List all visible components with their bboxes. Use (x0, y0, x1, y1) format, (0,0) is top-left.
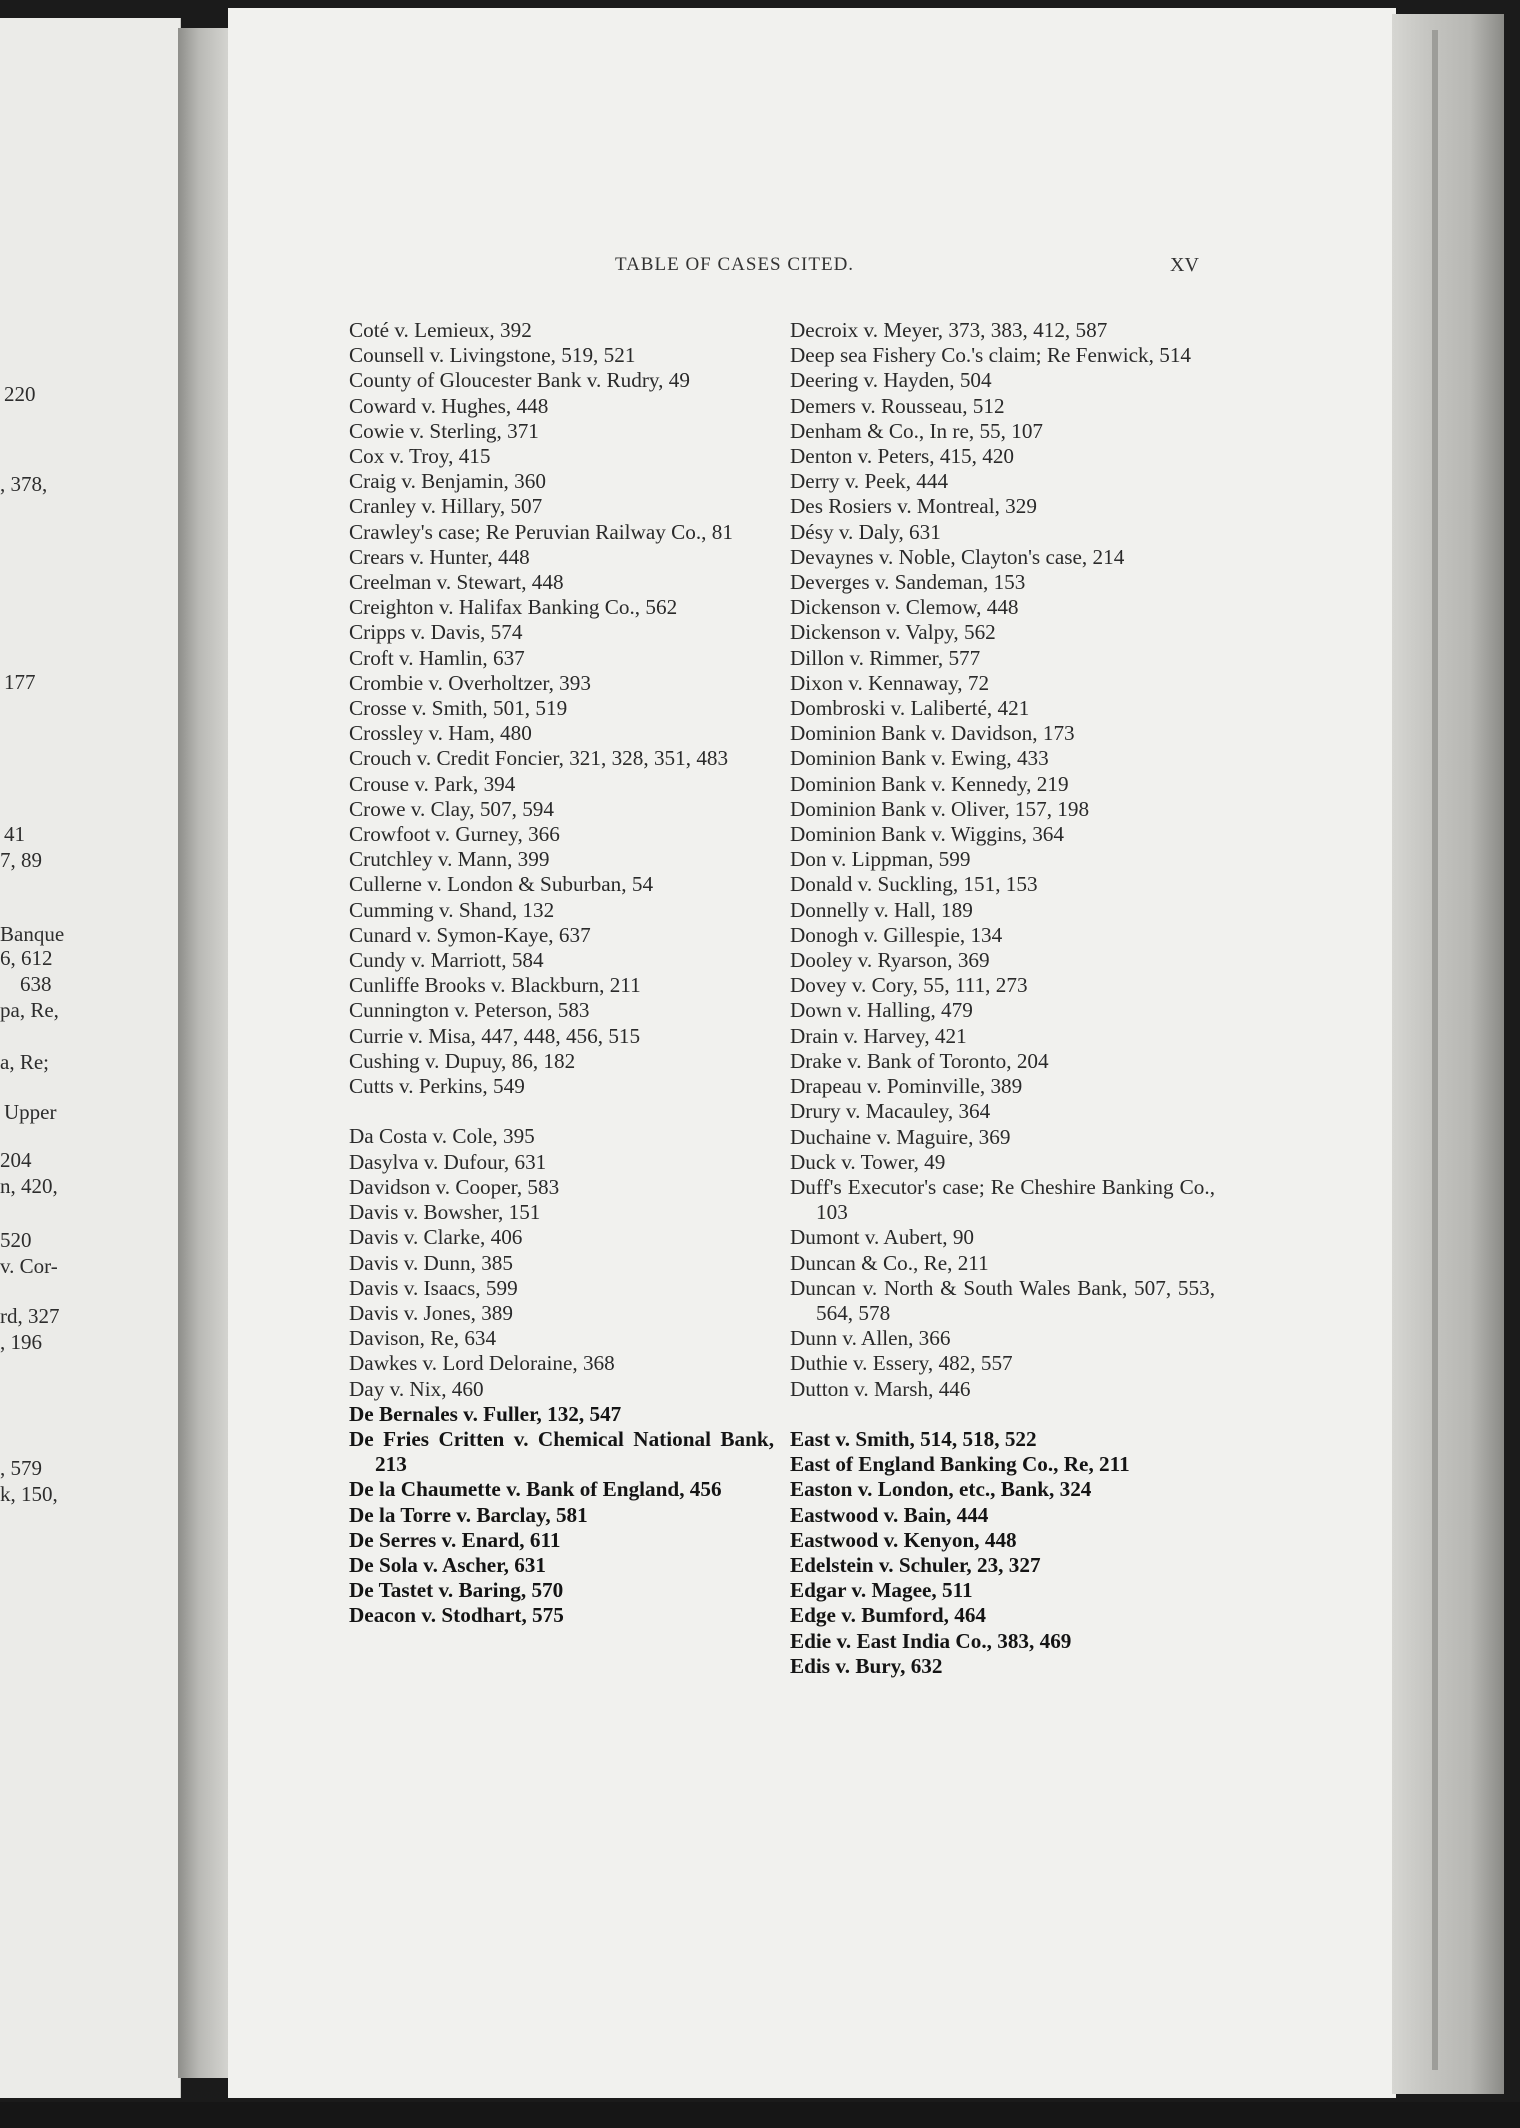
case-entry: Edie v. East India Co., 383, 469 (790, 1628, 1072, 1653)
case-entry: Duchaine v. Maguire, 369 (790, 1124, 1011, 1149)
case-entry: Duff's Executor's case; Re Cheshire Banking Co., 103 (790, 1174, 1215, 1225)
case-entry: De Tastet v. Baring, 570 (349, 1578, 564, 1603)
case-entry: Down v. Halling, 479 (790, 998, 973, 1023)
left-page-fragment: 520 (0, 1228, 32, 1252)
case-entry: Cunard v. Symon-Kaye, 637 (349, 922, 591, 947)
case-entry: Dominion Bank v. Kennedy, 219 (790, 771, 1069, 796)
left-page-fragment: v. Cor- (0, 1254, 58, 1278)
case-entry: Drapeau v. Pominville, 389 (790, 1074, 1023, 1099)
case-entry: East v. Smith, 514, 518, 522 (790, 1426, 1037, 1451)
left-page-fragment: pa, Re, (0, 998, 59, 1022)
case-entry: Drury v. Macauley, 364 (790, 1099, 991, 1124)
page-edges (1392, 14, 1504, 2094)
case-entry: Dumont v. Aubert, 90 (790, 1225, 975, 1250)
case-entry: East of England Banking Co., Re, 211 (790, 1452, 1130, 1477)
case-entry: Eastwood v. Kenyon, 448 (790, 1527, 1017, 1552)
case-entry: Crombie v. Overholtzer, 393 (349, 670, 591, 695)
case-entry: Dombroski v. Laliberté, 421 (790, 696, 1030, 721)
case-entry: Edgar v. Magee, 511 (790, 1578, 973, 1603)
case-entry: Dominion Bank v. Wiggins, 364 (790, 822, 1064, 847)
case-entry: Demers v. Rousseau, 512 (790, 393, 1005, 418)
left-page-fragment: Upper (4, 1100, 57, 1124)
case-entry: Désy v. Daly, 631 (790, 519, 941, 544)
left-page-fragment: 204 (0, 1148, 32, 1172)
case-entry: Cunnington v. Peterson, 583 (349, 998, 590, 1023)
left-page-fragment: n, 420, (0, 1174, 58, 1198)
running-head: TABLE OF CASES CITED. (615, 254, 855, 275)
case-entry: Dominion Bank v. Ewing, 433 (790, 746, 1049, 771)
case-entry: De Sola v. Ascher, 631 (349, 1552, 546, 1577)
case-entry: Croft v. Hamlin, 637 (349, 645, 525, 670)
case-entry: Decroix v. Meyer, 373, 383, 412, 587 (790, 318, 1108, 342)
case-entry: Crowe v. Clay, 507, 594 (349, 796, 554, 821)
case-entry: Duthie v. Essery, 482, 557 (790, 1351, 1013, 1376)
left-page-fragment: , 579 (0, 1456, 42, 1480)
case-entry: Deverges v. Sandeman, 153 (790, 570, 1026, 595)
case-entry: De Bernales v. Fuller, 132, 547 (349, 1401, 622, 1426)
case-entry: De Fries Critten v. Chemical National Bank, 213 (349, 1426, 774, 1477)
case-entry: Dillon v. Rimmer, 577 (790, 645, 981, 670)
case-entry: Dominion Bank v. Oliver, 157, 198 (790, 796, 1090, 821)
case-entry: Dovey v. Cory, 55, 111, 273 (790, 973, 1028, 998)
case-entry: Crossley v. Ham, 480 (349, 721, 532, 746)
case-entry: Davis v. Bowsher, 151 (349, 1200, 541, 1225)
case-entry: Cutts v. Perkins, 549 (349, 1074, 525, 1099)
index-column-right (790, 318, 1215, 1679)
case-entry: Dawkes v. Lord Deloraine, 368 (349, 1351, 615, 1376)
case-entry: Easton v. London, etc., Bank, 324 (790, 1477, 1092, 1502)
case-entry: Davis v. Dunn, 385 (349, 1250, 513, 1275)
case-entry: Currie v. Misa, 447, 448, 456, 515 (349, 1023, 641, 1048)
case-entry: Craig v. Benjamin, 360 (349, 469, 546, 494)
case-entry: Dixon v. Kennaway, 72 (790, 670, 990, 695)
case-entry: Don v. Lippman, 599 (790, 847, 971, 872)
case-entry: Cullerne v. London & Suburban, 54 (349, 872, 654, 897)
case-entry: County of Gloucester Bank v. Rudry, 49 (349, 368, 690, 393)
case-entry: Day v. Nix, 460 (349, 1376, 484, 1401)
case-entry: Crowfoot v. Gurney, 366 (349, 822, 560, 847)
left-page-fragment: k, 150, (0, 1482, 58, 1506)
case-entry: Drain v. Harvey, 421 (790, 1023, 967, 1048)
left-page-fragment: 7, 89 (0, 848, 42, 872)
case-entry: Edelstein v. Schuler, 23, 327 (790, 1552, 1041, 1577)
case-entry: Crutchley v. Mann, 399 (349, 847, 550, 872)
case-entry: Drake v. Bank of Toronto, 204 (790, 1048, 1049, 1073)
case-entry: Devaynes v. Noble, Clayton's case, 214 (790, 544, 1125, 569)
case-entry: De la Chaumette v. Bank of England, 456 (349, 1477, 722, 1502)
case-entry: Eastwood v. Bain, 444 (790, 1502, 989, 1527)
left-page-fragment: a, Re; (0, 1050, 49, 1074)
left-page-fragment: rd, 327 (0, 1304, 60, 1328)
page-number: XV (1170, 254, 1199, 276)
case-entry: Creelman v. Stewart, 448 (349, 570, 564, 595)
case-entry: Davis v. Jones, 389 (349, 1300, 513, 1325)
left-page-fragment: 220 (4, 382, 36, 406)
case-entry: Cundy v. Marriott, 584 (349, 948, 544, 973)
case-entry: Dutton v. Marsh, 446 (790, 1376, 971, 1401)
case-entry: Dickenson v. Clemow, 448 (790, 595, 1019, 620)
case-entry: Dunn v. Allen, 366 (790, 1326, 951, 1351)
case-entry: Crawley's case; Re Peruvian Railway Co., 81 (349, 519, 733, 544)
case-entry: Donald v. Suckling, 151, 153 (790, 872, 1038, 897)
case-entry: Deacon v. Stodhart, 575 (349, 1603, 564, 1628)
case-entry: Crouch v. Credit Foncier, 321, 328, 351, 483 (349, 746, 729, 771)
case-entry: Derry v. Peek, 444 (790, 469, 949, 494)
case-entry: Cox v. Troy, 415 (349, 444, 491, 469)
case-entry: Crears v. Hunter, 448 (349, 544, 530, 569)
left-page-fragment: 638 (20, 972, 52, 996)
case-entry: Davis v. Clarke, 406 (349, 1225, 523, 1250)
case-entry: Deering v. Hayden, 504 (790, 368, 992, 393)
left-page-fragment: 6, 612 (0, 946, 53, 970)
case-entry: Dooley v. Ryarson, 369 (790, 948, 990, 973)
case-entry: Davis v. Isaacs, 599 (349, 1275, 518, 1300)
case-entry: Cranley v. Hillary, 507 (349, 494, 543, 519)
case-entry: Da Costa v. Cole, 395 (349, 1124, 535, 1149)
left-page-fragment: , 196 (0, 1330, 42, 1354)
left-page-fragment: 177 (4, 670, 36, 694)
case-entry: Duck v. Tower, 49 (790, 1149, 946, 1174)
case-entry: Dominion Bank v. Davidson, 173 (790, 721, 1075, 746)
case-entry: Dickenson v. Valpy, 562 (790, 620, 996, 645)
case-entry: Cunliffe Brooks v. Blackburn, 211 (349, 973, 641, 998)
case-entry: Edge v. Bumford, 464 (790, 1603, 987, 1628)
left-page-fragment: 41 (4, 822, 25, 846)
case-entry: Davidson v. Cooper, 583 (349, 1174, 560, 1199)
case-entry: Edis v. Bury, 632 (790, 1653, 943, 1678)
case-entry: Dasylva v. Dufour, 631 (349, 1149, 547, 1174)
case-entry: Crosse v. Smith, 501, 519 (349, 696, 568, 721)
case-entry: Cumming v. Shand, 132 (349, 897, 555, 922)
case-entry: De Serres v. Enard, 611 (349, 1527, 561, 1552)
case-entry: Coward v. Hughes, 448 (349, 393, 549, 418)
left-page-fragment: Banque (0, 922, 65, 946)
case-entry: Duncan & Co., Re, 211 (790, 1250, 989, 1275)
case-entry: De la Torre v. Barclay, 581 (349, 1502, 588, 1527)
case-entry: Deep sea Fishery Co.'s claim; Re Fenwick, 514 (790, 343, 1192, 368)
case-entry: Coté v. Lemieux, 392 (349, 318, 532, 342)
case-entry: Cripps v. Davis, 574 (349, 620, 523, 645)
case-entry: Denton v. Peters, 415, 420 (790, 444, 1015, 469)
case-entry: Crouse v. Park, 394 (349, 771, 516, 796)
case-entry: Des Rosiers v. Montreal, 329 (790, 494, 1037, 519)
case-entry: Duncan v. North & South Wales Bank, 507, 553, 564, 578 (790, 1275, 1215, 1325)
case-entry: Donogh v. Gillespie, 134 (790, 922, 1003, 947)
case-entry: Creighton v. Halifax Banking Co., 562 (349, 595, 678, 620)
case-entry: Counsell v. Livingstone, 519, 521 (349, 343, 636, 368)
case-entry: Donnelly v. Hall, 189 (790, 897, 973, 922)
bottom-shadow (0, 2102, 1520, 2128)
index-column-left (349, 318, 774, 1629)
case-entry: Davison, Re, 634 (349, 1326, 497, 1351)
page-edge-line (1432, 30, 1438, 2070)
case-entry: Cowie v. Sterling, 371 (349, 418, 539, 443)
left-page-fragment: , 378, (0, 472, 48, 496)
case-entry: Cushing v. Dupuy, 86, 182 (349, 1048, 576, 1073)
case-entry: Denham & Co., In re, 55, 107 (790, 418, 1044, 443)
